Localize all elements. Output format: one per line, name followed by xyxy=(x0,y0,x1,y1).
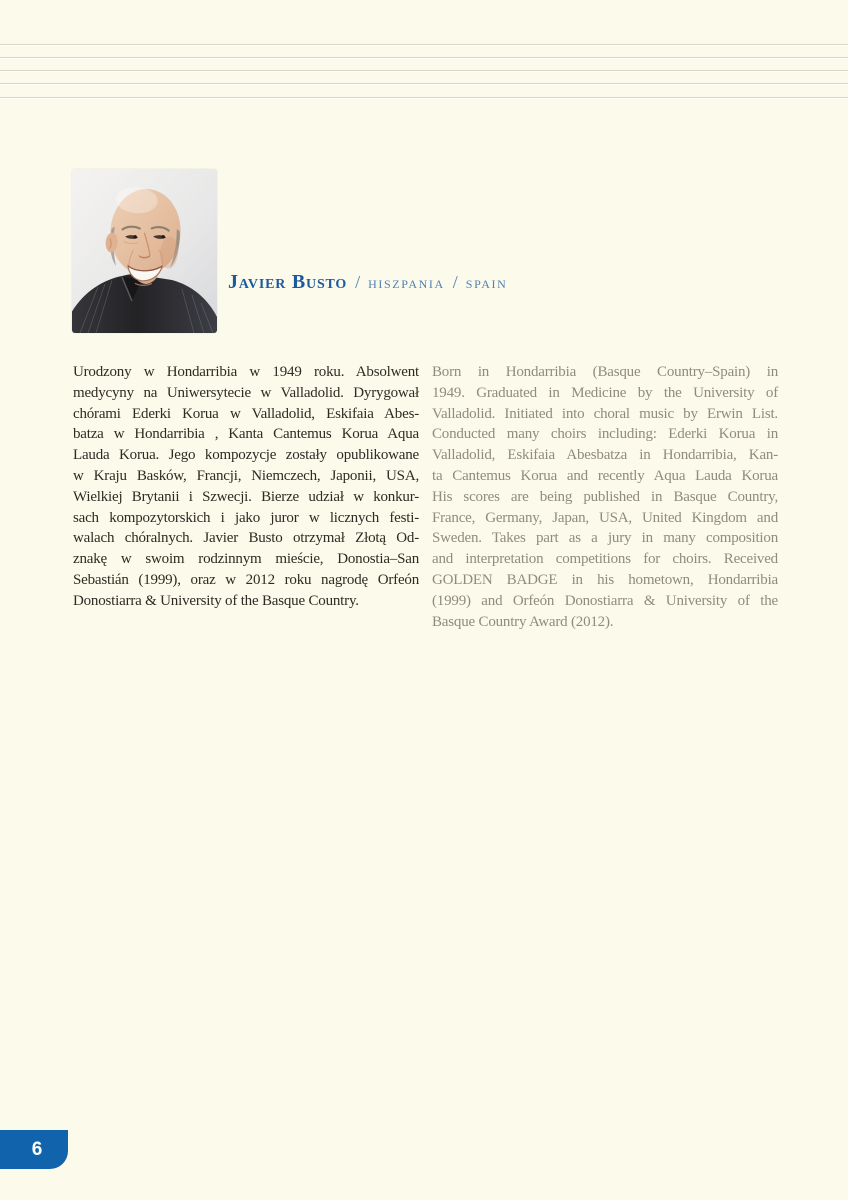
bio-line: France, Germany, Japan, USA, United Kingdom and xyxy=(432,509,778,526)
staff-line xyxy=(0,44,848,45)
bio-line: GOLDEN BADGE in his hometown, Hondarribia xyxy=(432,571,778,588)
bio-line: Sweden. Takes part as a jury in many composition xyxy=(432,530,778,547)
separator-slash: / xyxy=(355,272,361,292)
bio-line: Valladolid. Initiated into choral music by Erwin List. xyxy=(432,405,778,422)
bio-line: Conducted many choirs including: Ederki Korua in xyxy=(432,426,778,443)
bio-line: Valladolid, Eskifaia Abesbatza in Hondarribia, Kan- xyxy=(432,447,778,464)
staff-line xyxy=(0,70,848,71)
bio-line: znakę w swoim rodzinnym mieście, Donostia–San xyxy=(73,551,419,568)
bio-line: w Kraju Basków, Francji, Niemczech, Japonii, USA, xyxy=(73,467,419,484)
bio-line: and interpretation competitions for choirs. Received xyxy=(432,551,778,568)
page-number-badge xyxy=(0,1130,68,1169)
bio-line: Donostiarra & University of the Basque Country. xyxy=(73,592,359,609)
separator-slash: / xyxy=(452,272,458,292)
bio-line: 1949. Graduated in Medicine by the University of xyxy=(432,384,778,401)
bio-line: Lauda Korua. Jego kompozycje zostały opublikowane xyxy=(73,447,419,464)
page-number: 6 xyxy=(31,1138,43,1160)
bio-line: Urodzony w Hondarribia w 1949 roku. Absolwent xyxy=(73,364,419,380)
bio-line: medycyny na Uniwersytecie w Valladolid. Dyrygował xyxy=(73,384,419,401)
artist-name: Javier Busto xyxy=(228,271,348,293)
bio-line: Basque Country Award (2012). xyxy=(432,613,614,630)
bio-line: (1999) and Orfeón Donostiarra & University of the xyxy=(432,592,778,609)
bio-line: Wielkiej Brytanii i Szwecji. Bierze udział w konkur- xyxy=(73,488,419,505)
bio-line: ta Cantemus Korua and recently Aqua Lauda Korua xyxy=(432,467,778,484)
bio-line: walach chóralnych. Javier Busto otrzymał Złotą Od- xyxy=(73,530,419,547)
bio-english-column xyxy=(432,362,778,632)
bio-line: Sebastián (1999), oraz w 2012 roku nagrodę Orfeón xyxy=(73,571,419,588)
staff-line xyxy=(0,57,848,58)
bio-line: Born in Hondarribia (Basque Country–Spain) in xyxy=(432,364,778,380)
artist-heading xyxy=(228,271,507,294)
bio-line: His scores are being published in Basque Country, xyxy=(432,488,778,505)
bio-line: chórami Ederki Korua w Valladolid, Eskifaia Abes- xyxy=(73,405,419,422)
country-english: spain xyxy=(465,273,508,292)
portrait-illustration xyxy=(72,169,217,333)
portrait-photo xyxy=(72,169,217,333)
bio-line: batza w Hondarribia , Kanta Cantemus Korua Aqua xyxy=(73,426,419,443)
bio-polish-column xyxy=(73,362,419,612)
country-polish: hiszpania xyxy=(368,273,445,292)
staff-line xyxy=(0,97,848,98)
staff-line xyxy=(0,83,848,84)
bio-line: sach kompozytorskich i jako juror w licznych festi- xyxy=(73,509,419,526)
